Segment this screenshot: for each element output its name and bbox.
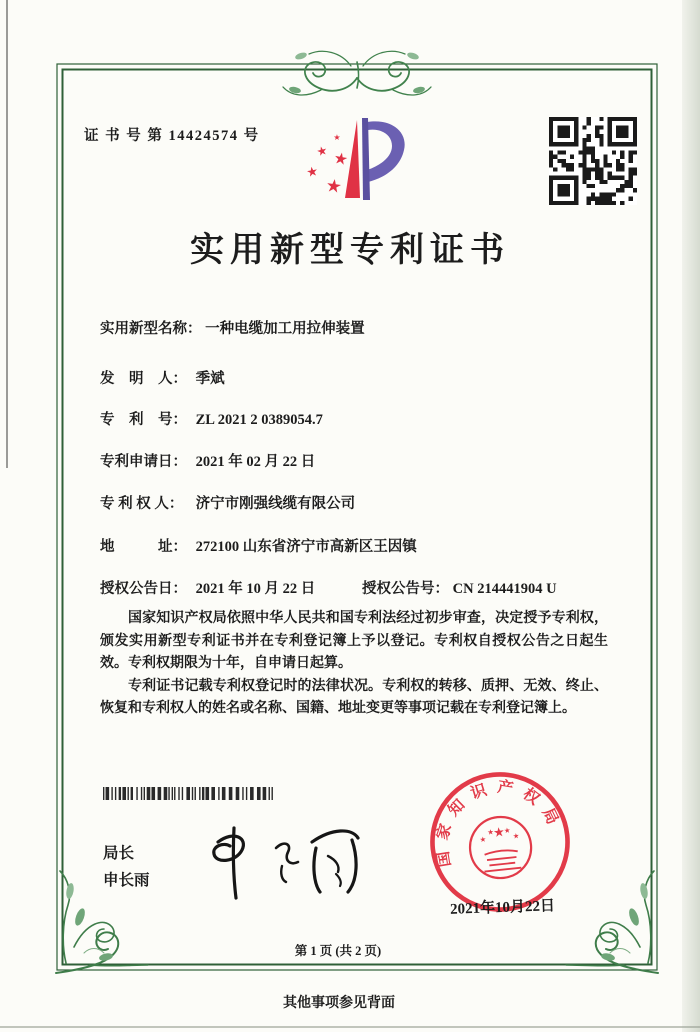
body-paragraph: 国家知识产权局依照中华人民共和国专利法经过初步审查，决定授予专利权，颁发实用新型专利证书并在专利登记簿上予以登记。专利权自授权公告之日起生效。专利权期限为十年，自申请日起算。 bbox=[100, 611, 608, 671]
field-value: 272100 山东省济宁市高新区王因镇 bbox=[195, 539, 417, 555]
field-row-filing-date bbox=[100, 450, 315, 471]
field-row-address bbox=[100, 535, 417, 556]
field-row-grant-date bbox=[100, 577, 557, 598]
svg-text:★: ★ bbox=[315, 143, 329, 160]
back-note: 其他事项参见背面 bbox=[283, 996, 395, 1011]
svg-text:国家知识产权局 bbox=[425, 770, 568, 868]
svg-text:★: ★ bbox=[512, 831, 520, 841]
svg-text:★: ★ bbox=[486, 827, 495, 837]
field-value: CN 214441904 U bbox=[452, 581, 557, 597]
svg-text:★: ★ bbox=[333, 133, 341, 142]
svg-text:★: ★ bbox=[503, 825, 511, 836]
svg-text:★: ★ bbox=[332, 147, 350, 170]
field-label: 专 利 号： bbox=[100, 412, 187, 428]
field-label: 发 明 人： bbox=[100, 371, 187, 387]
field-label: 地 址： bbox=[100, 539, 187, 555]
svg-text:★: ★ bbox=[305, 164, 320, 181]
signature-icon bbox=[200, 822, 362, 904]
field-value: ZL 2021 2 0389054.7 bbox=[195, 412, 323, 428]
barcode-icon bbox=[103, 787, 275, 802]
field-label: 授权公告日： bbox=[100, 581, 187, 597]
field-label: 授权公告号： bbox=[362, 581, 449, 597]
seal-text: 国家知识产权局 bbox=[433, 778, 565, 869]
page-number: 第 1 页 (共 2 页) bbox=[294, 944, 382, 958]
field-value: 济宁市刚强线缆有限公司 bbox=[195, 496, 356, 512]
field-label: 专利申请日： bbox=[100, 454, 187, 470]
field-value: 季斌 bbox=[195, 371, 225, 387]
field-label: 专 利 权 人： bbox=[100, 496, 184, 512]
field-value: 2021 年 02 月 22 日 bbox=[195, 454, 316, 470]
certificate-body-text bbox=[100, 608, 608, 721]
body-paragraph: 专利证书记载专利权登记时的法律状况。专利权的转移、质押、无效、终止、恢复和专利权人的姓名或名称、国籍、地址变更等事项记载在专利登记簿上。 bbox=[100, 678, 608, 716]
field-label: 实用新型名称： bbox=[100, 321, 202, 337]
svg-text:★: ★ bbox=[479, 834, 487, 845]
svg-text:★: ★ bbox=[492, 824, 506, 842]
svg-text:★: ★ bbox=[324, 175, 344, 199]
field-row-patentee bbox=[100, 492, 355, 513]
cnipa-patent-logo-icon bbox=[290, 110, 415, 215]
field-row-inventor bbox=[100, 367, 225, 388]
field-row-patent-number bbox=[100, 408, 323, 429]
field-row-name bbox=[100, 317, 365, 338]
certificate-number: 证 书 号 第 14424574 号 bbox=[84, 128, 260, 144]
qr-code-icon bbox=[549, 117, 637, 205]
signer-title: 局长 bbox=[103, 845, 135, 862]
national-emblem-icon bbox=[467, 814, 534, 881]
field-pair-grant-number bbox=[362, 577, 557, 598]
seal-date: 2021年10月22日 bbox=[449, 898, 556, 918]
certificate-title: 实用新型专利证书 bbox=[190, 232, 510, 269]
field-value: 一种电缆加工用拉伸装置 bbox=[205, 321, 365, 337]
scan-artifact-right-edge bbox=[682, 0, 700, 1032]
signer-block bbox=[103, 840, 150, 894]
scan-artifact-bottom-edge bbox=[0, 1026, 700, 1028]
signer-name: 申长雨 bbox=[103, 872, 150, 889]
field-value: 2021 年 10 月 22 日 bbox=[195, 581, 316, 597]
